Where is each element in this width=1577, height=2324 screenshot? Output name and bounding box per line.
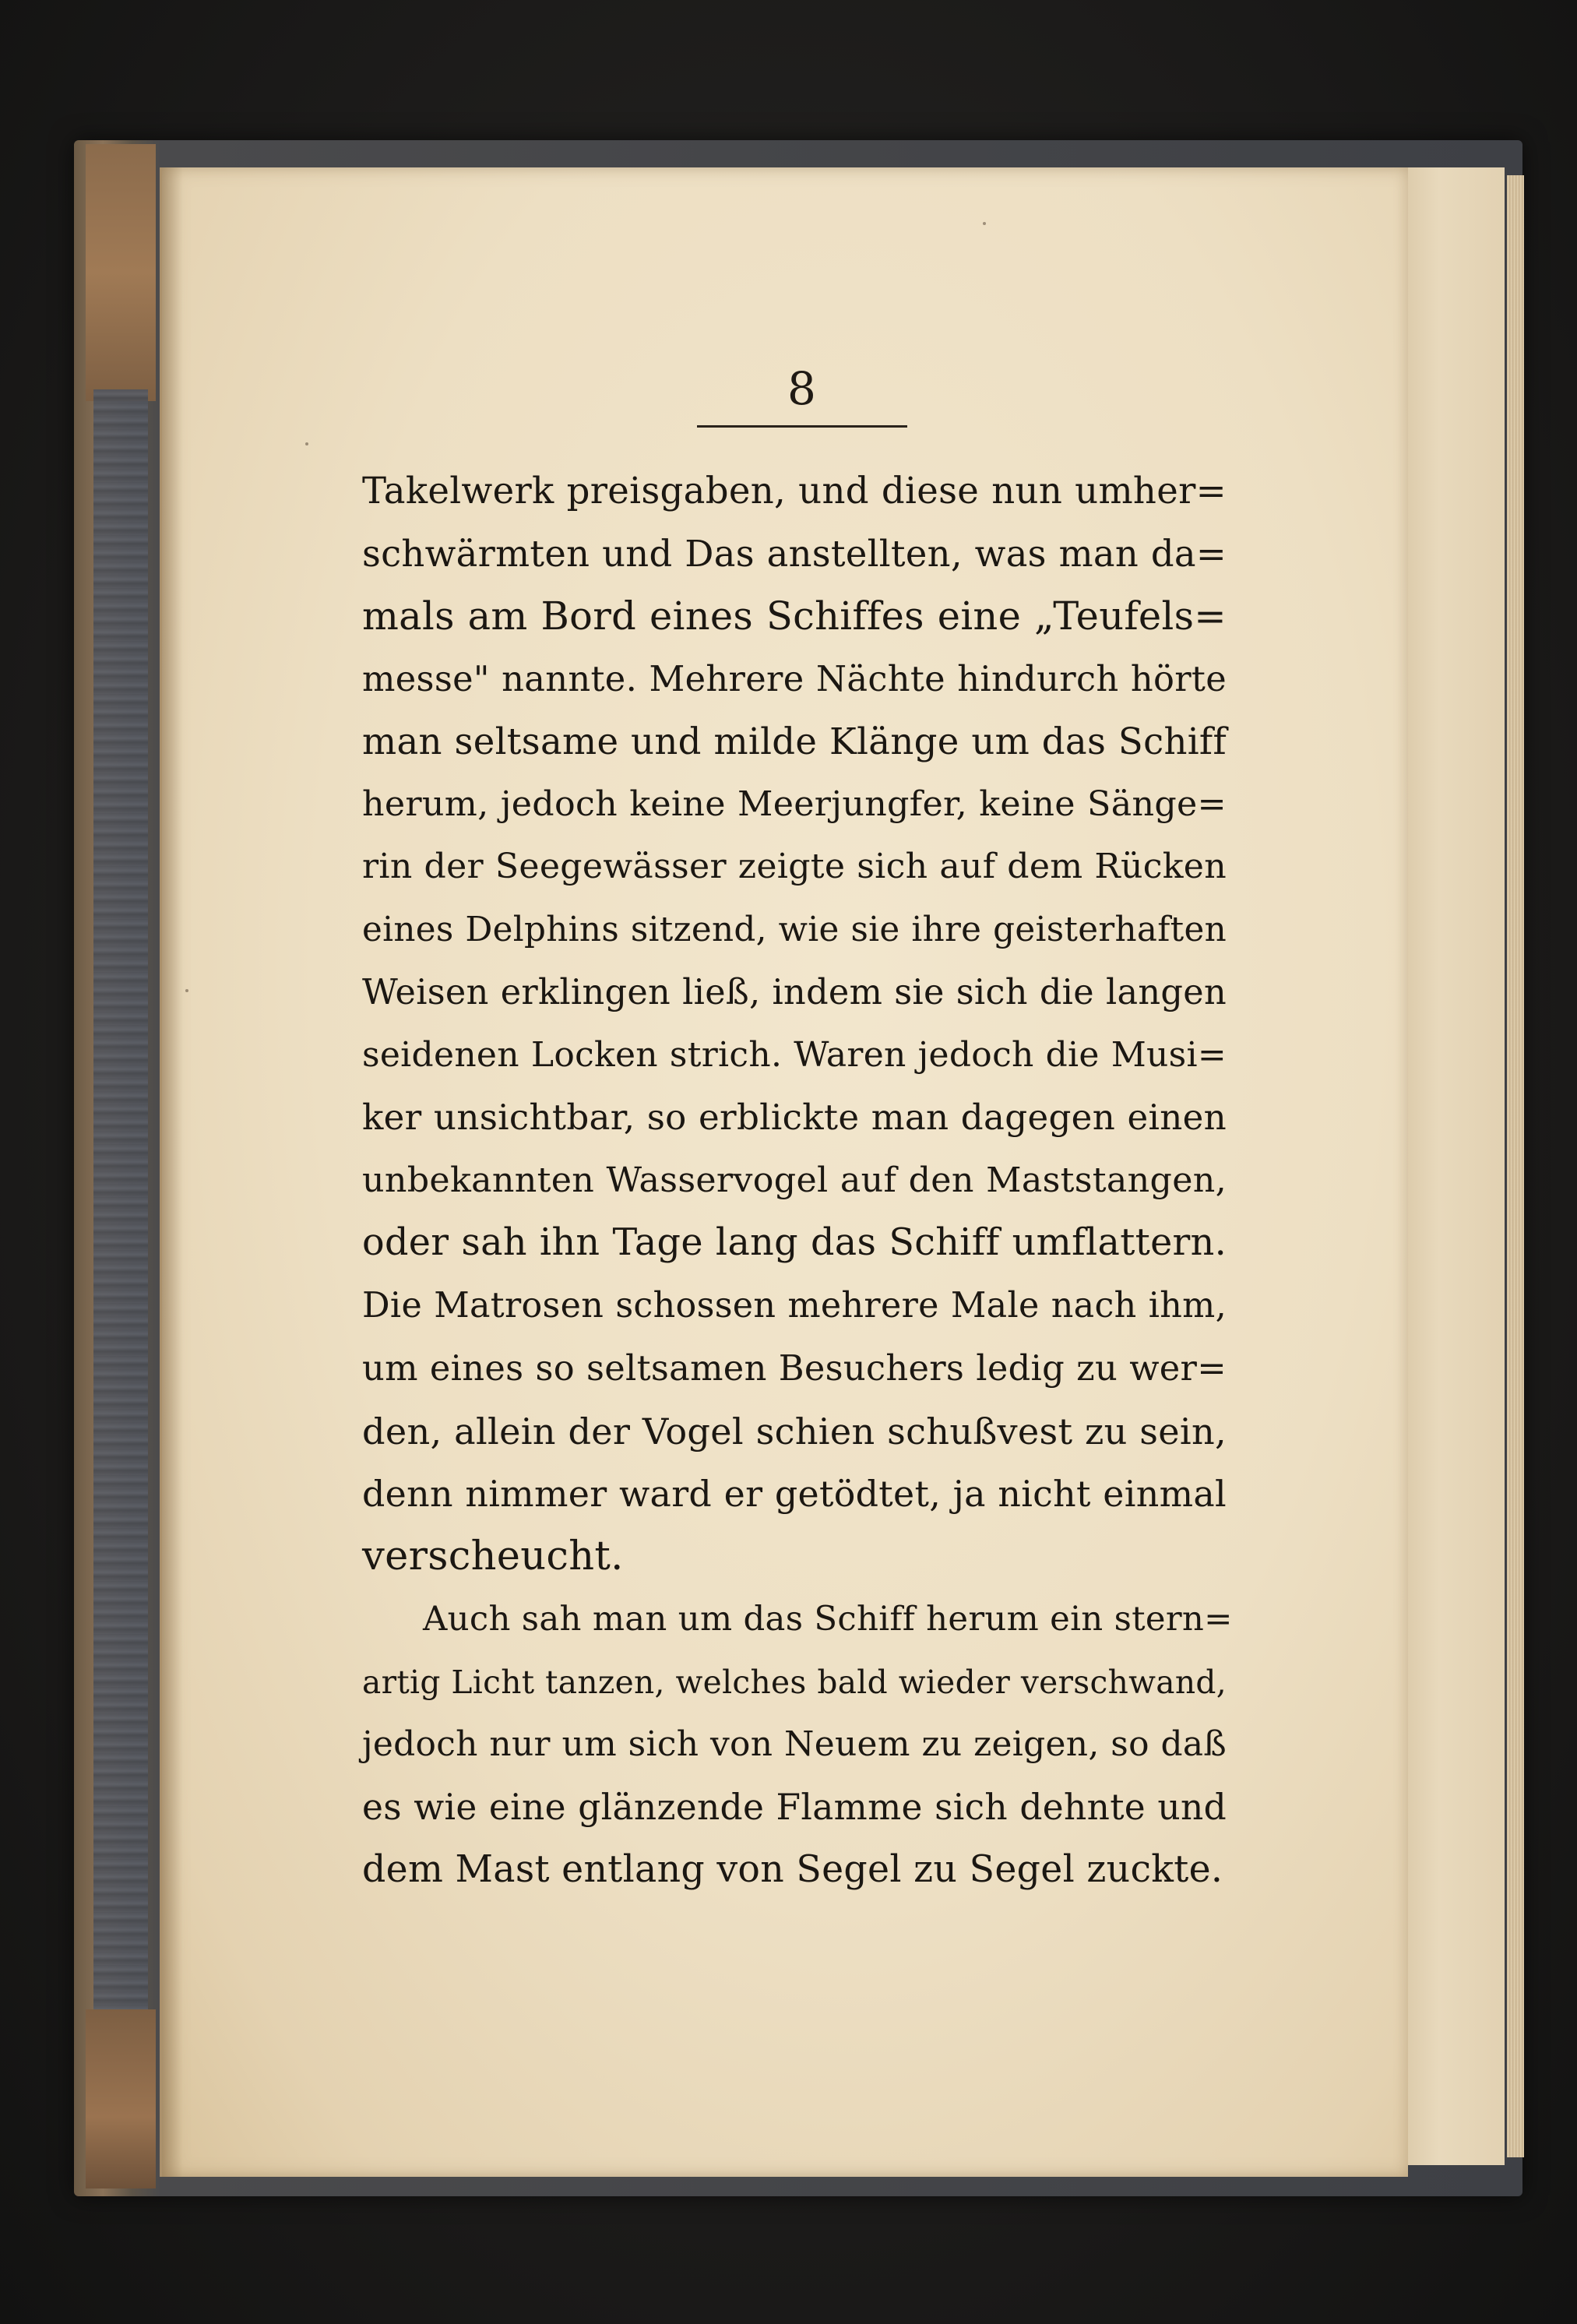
- page-edges: [1507, 175, 1524, 2157]
- text-line: eines Delphins sitzend, wie sie ihre geisterhaften: [362, 909, 1227, 949]
- paper-speck: [185, 989, 188, 992]
- text-line: unbekannten Wasservogel auf den Maststangen,: [362, 1160, 1227, 1200]
- page-number: 8: [787, 362, 817, 415]
- text-line: jedoch nur um sich von Neuem zu zeigen, so daß: [362, 1724, 1227, 1764]
- text-line: den, allein der Vogel schien schußvest zu sein,: [362, 1410, 1227, 1452]
- text-line: ker unsichtbar, so erblickte man dagegen einen: [362, 1097, 1227, 1138]
- text-line: seidenen Locken strich. Waren jedoch die Musi=: [362, 1034, 1227, 1075]
- page-number-rule: [697, 425, 907, 428]
- text-line: artig Licht tanzen, welches bald wieder verschwand,: [362, 1663, 1227, 1701]
- facing-page-edge: [1394, 167, 1505, 2165]
- text-line: mals am Bord eines Schiffes eine „Teufels=: [362, 593, 1227, 639]
- text-line: dem Mast entlang von Segel zu Segel zuckte.: [362, 1848, 1223, 1891]
- text-line: denn nimmer ward er getödtet, ja nicht einmal: [362, 1473, 1227, 1515]
- text-line: messe" nannte. Mehrere Nächte hindurch hörte: [362, 657, 1227, 699]
- leather-corner-top: [86, 144, 156, 401]
- paper-speck: [983, 222, 986, 225]
- marbled-spine: [93, 389, 148, 2017]
- text-line: Auch sah man um das Schiff herum ein stern=: [423, 1600, 1233, 1639]
- text-line: herum, jedoch keine Meerjungfer, keine Sänge=: [362, 783, 1227, 824]
- leather-corner-bottom: [86, 2009, 156, 2188]
- body-text: [362, 460, 1233, 1902]
- text-line: Takelwerk preisgaben, und diese nun umher=: [362, 470, 1227, 512]
- text-line: man seltsame und milde Klänge um das Schiff: [362, 720, 1227, 762]
- text-line: oder sah ihn Tage lang das Schiff umflattern.: [362, 1221, 1227, 1264]
- text-line: rin der Seegewässer zeigte sich auf dem Rücken: [362, 847, 1227, 886]
- text-line: verscheucht.: [362, 1533, 624, 1579]
- paragraph-2: [362, 1588, 1233, 1902]
- text-line: Die Matrosen schossen mehrere Male nach ihm,: [362, 1285, 1227, 1326]
- paragraph-1: [362, 460, 1227, 1588]
- text-line: es wie eine glänzende Flamme sich dehnte und: [362, 1786, 1227, 1828]
- text-line: schwärmten und Das anstellten, was man da=: [362, 532, 1227, 575]
- text-line: um eines so seltsamen Besuchers ledig zu wer=: [362, 1347, 1227, 1389]
- gutter-shadow: [160, 167, 183, 2177]
- text-line: Weisen erklingen ließ, indem sie sich die langen: [362, 972, 1227, 1012]
- paper-speck: [305, 442, 308, 445]
